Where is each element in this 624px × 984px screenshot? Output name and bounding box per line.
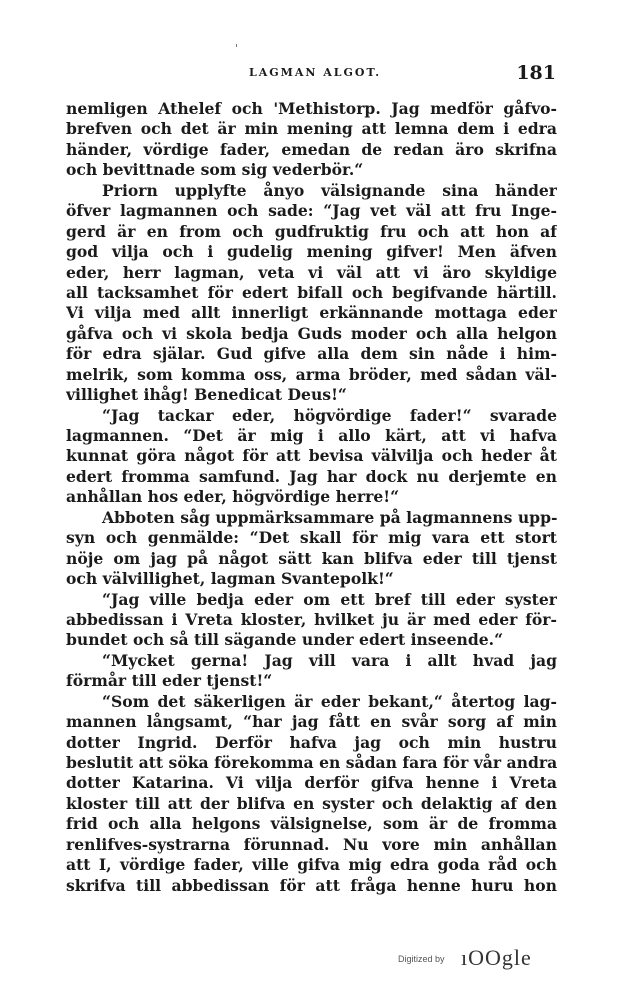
- text-line: och välvillighet, lagman Svantepolk!“: [66, 569, 394, 589]
- text-line: “Som det säkerligen är eder bekant,“ återtog lag-: [102, 691, 557, 711]
- text-line: nemligen Athelef och 'Methistorp. Jag medför gåfvo-: [66, 99, 557, 118]
- page-number: 181: [516, 62, 556, 84]
- page-header: [66, 62, 556, 88]
- text-line: kloster till att der blifva en syster och delaktig af den: [66, 793, 557, 813]
- running-title: LAGMAN ALGOT.: [249, 66, 382, 79]
- text-line: förmår till eder tjenst!“: [66, 671, 273, 691]
- text-line: händer, vördige fader, emedan de redan äro skrifna: [66, 139, 557, 159]
- text-line: beslutit att söka förekomma en sådan fara för vår andra: [66, 753, 557, 772]
- text-line: gerd är en from och gudfruktig fru och att hon af: [66, 221, 557, 241]
- text-line: Abboten såg uppmärksammare på lagmannens upp-: [102, 507, 557, 527]
- watermark-logo: ıOOgle: [461, 945, 532, 970]
- text-line: edert fromma samfund. Jag har dock nu derjemte en: [66, 466, 557, 486]
- text-line: eder, herr lagman, veta vi väl att vi äro skyldige: [66, 262, 557, 282]
- text-line: och bevittnade som sig vederbör.“: [66, 160, 364, 180]
- text-line: all tacksamhet för edert bifall och begifvande härtill.: [66, 282, 557, 302]
- text-line: melrik, som komma oss, arma bröder, med sådan väl-: [66, 364, 557, 384]
- text-line: Priorn upplyfte ånyo välsignande sina händer: [102, 180, 557, 200]
- text-line: abbedissan i Vreta kloster, hvilket ju är med eder för-: [66, 609, 557, 629]
- text-line: för edra själar. Gud gifve alla dem sin nåde i him-: [66, 344, 557, 364]
- text-line: mannen långsamt, “har jag fått en svår sorg af min: [66, 712, 557, 732]
- body-text: [66, 99, 557, 896]
- text-line: “Jag ville bedja eder om ett bref till eder syster: [102, 589, 557, 609]
- text-line: god vilja och i gudelig mening gifver! Men äfven: [66, 242, 557, 262]
- text-line: “Mycket gerna! Jag vill vara i allt hvad jag: [102, 650, 557, 670]
- text-line: lagmannen. “Det är mig i allo kärt, att vi hafva: [66, 426, 557, 445]
- digitization-watermark: [398, 945, 568, 973]
- text-line: dotter Katarina. Vi vilja derför gifva henne i Vreta: [66, 773, 557, 793]
- watermark-label: Digitized by: [398, 954, 445, 964]
- text-line: villighet ihåg! Benedicat Deus!“: [66, 385, 347, 405]
- text-line: skrifva till abbedissan för att fråga henne huru hon: [66, 875, 557, 895]
- text-line: anhållan hos eder, högvördige herre!“: [66, 487, 400, 507]
- text-line: nöje om jag på något sätt kan blifva eder till tjenst: [66, 548, 557, 568]
- text-line: dotter Ingrid. Derför hafva jag och min hustru: [66, 732, 557, 752]
- text-line: brefven och det är min mening att lemna dem i edra: [66, 119, 557, 139]
- print-speck: [236, 44, 237, 47]
- text-line: bundet och så till sägande under edert inseende.“: [66, 630, 504, 650]
- text-line: “Jag tackar eder, högvördige fader!“ svarade: [102, 405, 557, 425]
- text-line: frid och alla helgons välsignelse, som är de fromma: [66, 814, 557, 834]
- text-line: kunnat göra något för att bevisa välvilja och heder åt: [66, 446, 557, 466]
- text-line: Vi vilja med allt innerligt erkännande mottaga eder: [66, 303, 557, 323]
- text-line: att I, vördige fader, ville gifva mig edra goda råd och: [66, 855, 557, 875]
- text-line: renlifves-systrarna förunnad. Nu vore min anhållan: [66, 834, 557, 854]
- text-line: öfver lagmannen och sade: “Jag vet väl att fru Inge-: [66, 201, 557, 221]
- text-line: gåfva och vi skola bedja Guds moder och alla helgon: [66, 323, 557, 343]
- text-line: syn och genmälde: “Det skall för mig vara ett stort: [66, 528, 557, 548]
